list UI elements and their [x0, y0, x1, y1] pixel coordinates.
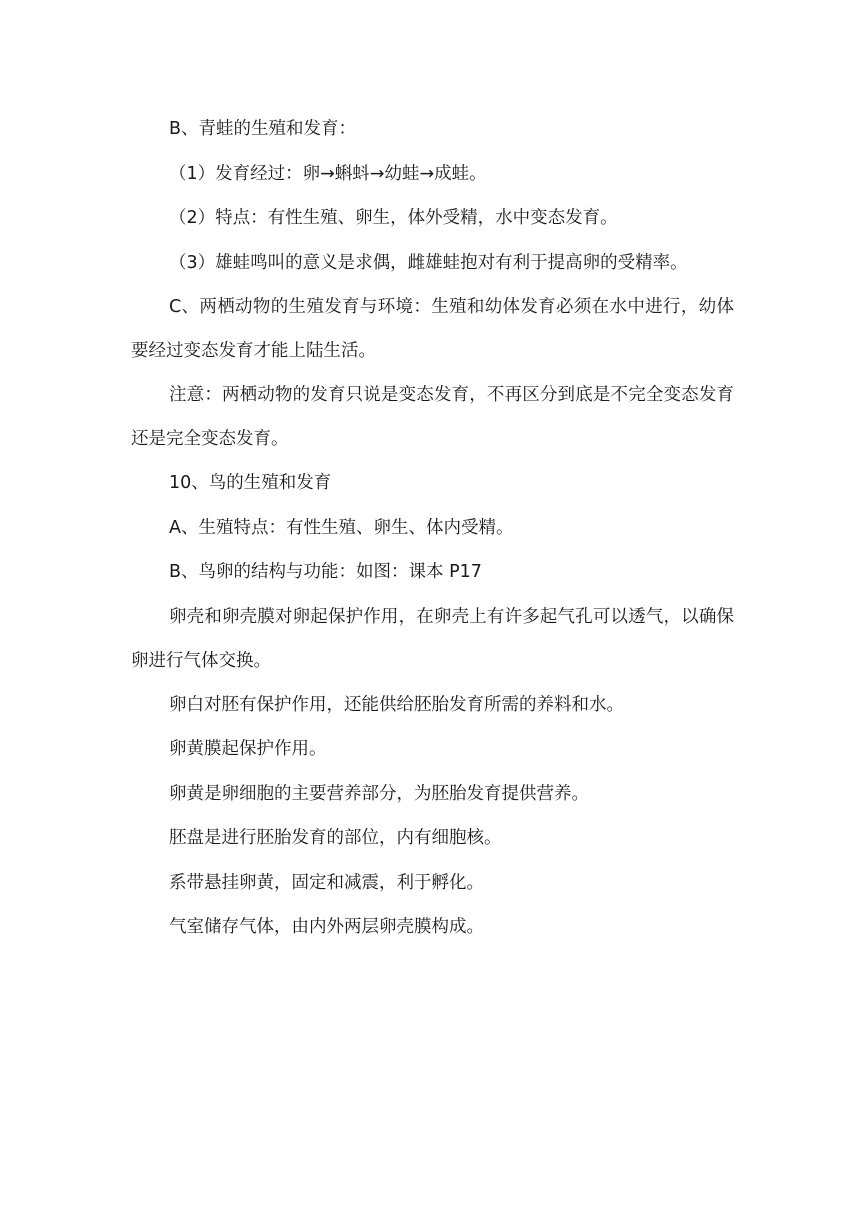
paragraph-note: 注意：两栖动物的发育只说是变态发育，不再区分到底是不完全变态发育还是完全变态发育。: [131, 385, 734, 449]
paragraph-egg-white: 卵白对胚有保护作用，还能供给胚胎发育所需的养料和水。: [169, 694, 624, 715]
paragraph-frog-heading: B、青蛙的生殖和发育：: [169, 119, 357, 139]
paragraph-eggshell: 卵壳和卵壳膜对卵起保护作用，在卵壳上有许多起气孔可以透气，以确保卵进行气体交换。: [131, 606, 734, 671]
paragraph-yolk: 卵黄是卵细胞的主要营养部分，为胚胎发育提供营养。: [169, 783, 589, 804]
document-body: [131, 107, 734, 950]
paragraph-chalaza: 系带悬挂卵黄，固定和减震，利于孵化。: [169, 872, 484, 893]
paragraph-yolk-membrane: 卵黄膜起保护作用。: [169, 739, 327, 759]
paragraph-egg-structure: B、鸟卵的结构与功能：如图：课本 P17: [169, 562, 482, 582]
paragraph-amphibian-environment: C、两栖动物的生殖发育与环境：生殖和幼体发育必须在水中进行，幼体要经过变态发育才能上陆生活。: [131, 297, 734, 361]
paragraph-frog-development: （1）发育经过：卵→蝌蚪→幼蛙→成蛙。: [169, 163, 487, 184]
paragraph-bird-heading: 10、鸟的生殖和发育: [169, 473, 332, 493]
paragraph-bird-reproduction: A、生殖特点：有性生殖、卵生、体内受精。: [169, 517, 514, 538]
paragraph-air-cell: 气室储存气体，由内外两层卵壳膜构成。: [169, 917, 484, 937]
paragraph-frog-calling: （3）雄蛙鸣叫的意义是求偶，雌雄蛙抱对有利于提高卵的受精率。: [169, 252, 688, 273]
paragraph-frog-features: （2）特点：有性生殖、卵生，体外受精，水中变态发育。: [169, 208, 618, 228]
paragraph-germinal-disc: 胚盘是进行胚胎发育的部位，内有细胞核。: [169, 828, 502, 848]
